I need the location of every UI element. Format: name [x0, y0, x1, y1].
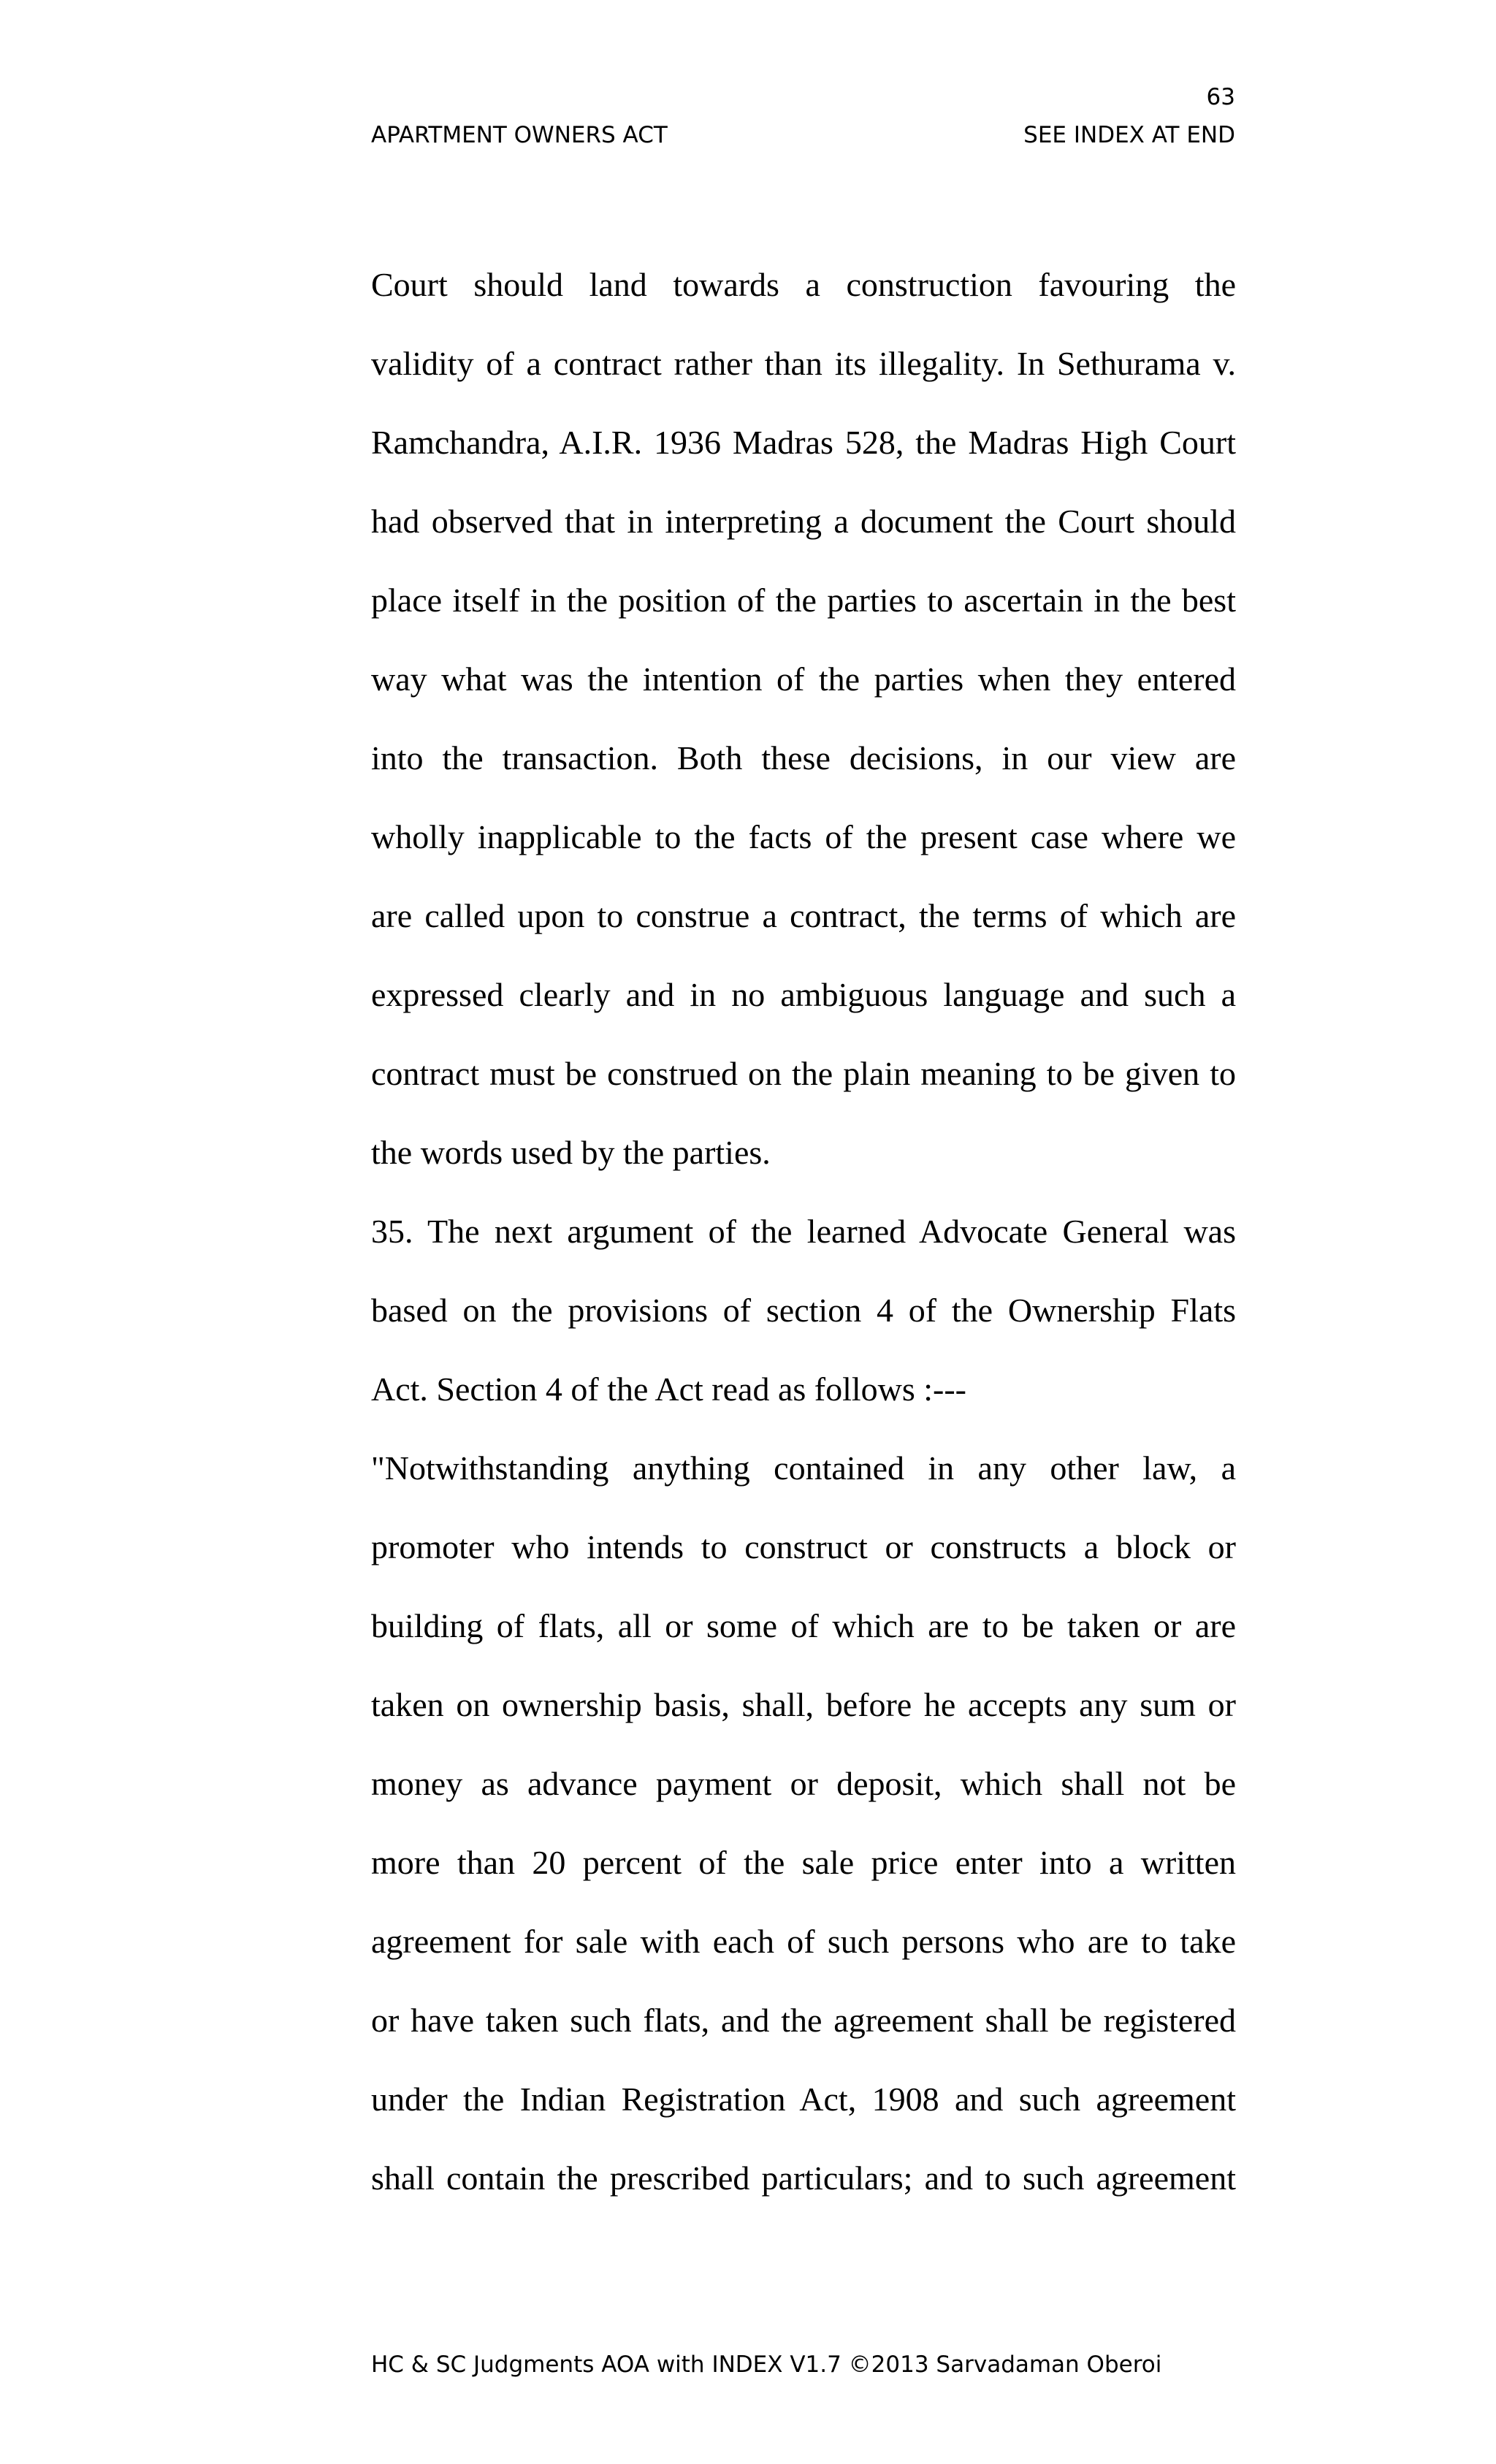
- body-line: into the transaction. Both these decisions, in our view are: [371, 739, 1236, 777]
- body-line: 35. The next argument of the learned Advocate General was: [371, 1213, 1236, 1250]
- body-line: Act. Section 4 of the Act read as follows :---: [371, 1370, 966, 1408]
- judgment-body-text: [371, 259, 1236, 2232]
- page-number: 63: [1206, 84, 1235, 110]
- body-line: "Notwithstanding anything contained in any other law, a: [371, 1449, 1236, 1487]
- body-line: expressed clearly and in no ambiguous language and such a: [371, 976, 1236, 1013]
- body-line: the words used by the parties.: [371, 1134, 771, 1171]
- body-line: are called upon to construe a contract, the terms of which are: [371, 897, 1236, 934]
- body-line: agreement for sale with each of such persons who are to take: [371, 1923, 1236, 1960]
- page-footer: HC & SC Judgments AOA with INDEX V1.7 ©2013 Sarvadaman Oberoi: [371, 2352, 1162, 2378]
- body-line: wholly inapplicable to the facts of the present case where we: [371, 818, 1236, 855]
- body-line: way what was the intention of the parties when they entered: [371, 660, 1236, 698]
- body-line: Court should land towards a construction favouring the: [371, 266, 1236, 303]
- running-header-title: APARTMENT OWNERS ACT: [371, 122, 668, 148]
- body-line: based on the provisions of section 4 of the Ownership Flats: [371, 1292, 1236, 1329]
- body-line: more than 20 percent of the sale price enter into a written: [371, 1844, 1236, 1881]
- body-line: under the Indian Registration Act, 1908 and such agreement: [371, 2080, 1236, 2118]
- body-line: shall contain the prescribed particulars; and to such agreement: [371, 2159, 1236, 2197]
- body-line: had observed that in interpreting a document the Court should: [371, 503, 1236, 540]
- body-line: building of flats, all or some of which are to be taken or are: [371, 1607, 1236, 1644]
- body-line: Ramchandra, A.I.R. 1936 Madras 528, the Madras High Court: [371, 424, 1236, 461]
- body-line: place itself in the position of the parties to ascertain in the best: [371, 581, 1236, 619]
- running-header-index-note: SEE INDEX AT END: [1023, 122, 1235, 148]
- body-line: promoter who intends to construct or constructs a block or: [371, 1528, 1236, 1565]
- body-line: or have taken such flats, and the agreement shall be registered: [371, 2002, 1236, 2039]
- body-line: contract must be construed on the plain meaning to be given to: [371, 1055, 1236, 1092]
- body-line: validity of a contract rather than its illegality. In Sethurama v.: [371, 345, 1236, 382]
- body-line: money as advance payment or deposit, which shall not be: [371, 1765, 1236, 1802]
- body-line: taken on ownership basis, shall, before he accepts any sum or: [371, 1686, 1236, 1723]
